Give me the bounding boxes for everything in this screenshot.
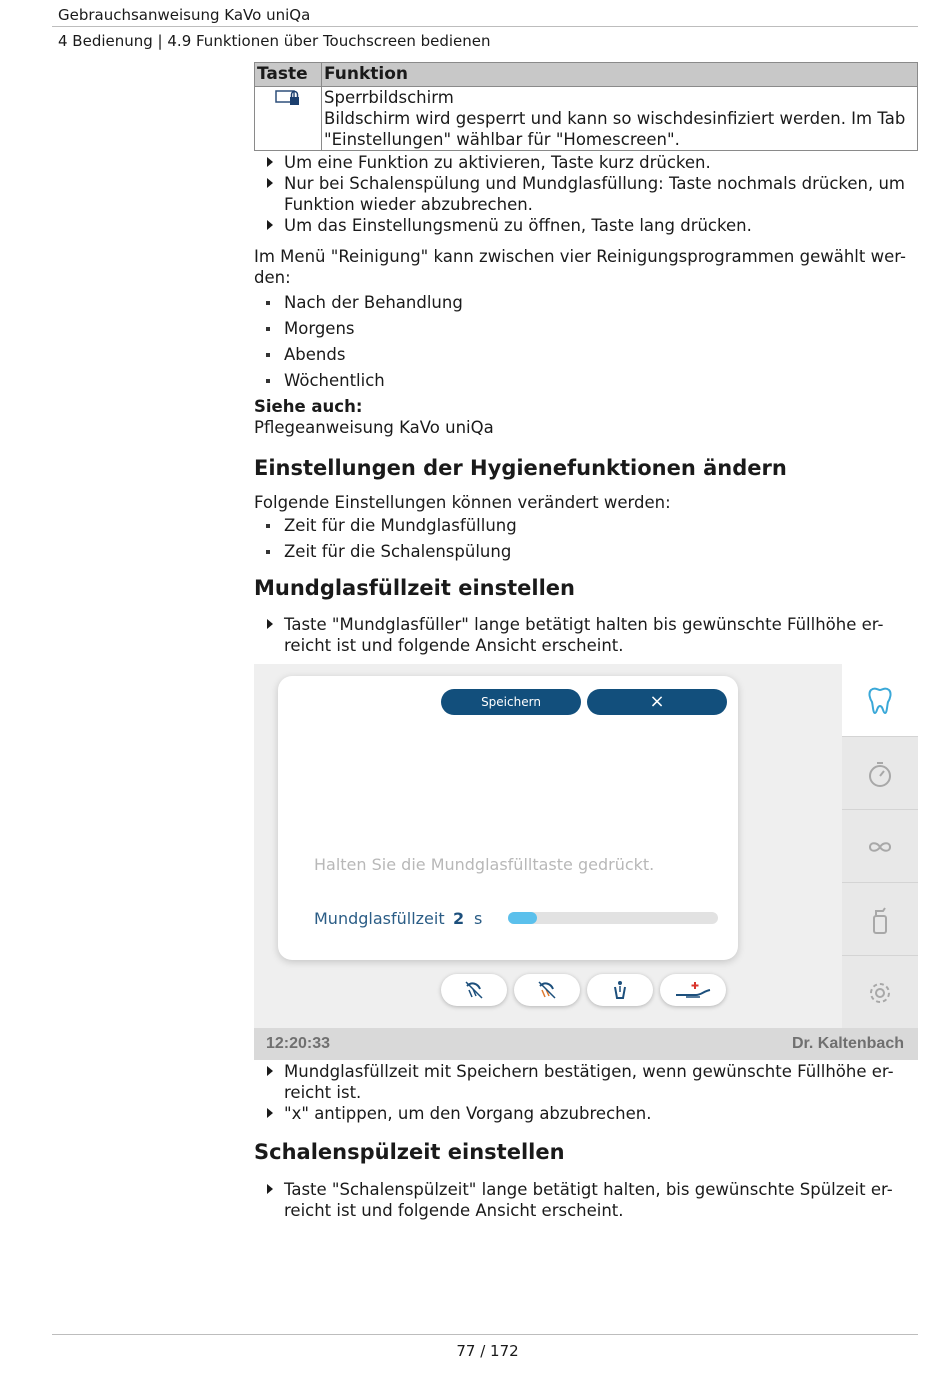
arrow-bullet-icon — [267, 220, 273, 230]
spray-bottle-icon — [866, 905, 894, 935]
fill-time-unit: s — [474, 909, 483, 928]
instruction-list — [254, 614, 918, 656]
touchscreen-screenshot — [254, 664, 918, 1060]
patient-chair-icon — [674, 980, 714, 1000]
footer-divider — [52, 1334, 918, 1335]
list-item: Taste "Mundglasfüller" lange betätigt halten bis gewünschte Füllhöhe er-reicht ist und folgende Ansicht erscheint. — [254, 614, 918, 656]
cup-fill-icon — [610, 980, 630, 1000]
list-item: Zeit für die Mundglasfüllung — [254, 515, 918, 536]
square-bullet-icon — [266, 353, 270, 357]
key-function-table — [254, 62, 918, 151]
arrow-bullet-icon — [267, 619, 273, 629]
section-intro: Folgende Einstellungen können verändert werden: — [254, 493, 671, 512]
patient-chair-button[interactable] — [660, 974, 726, 1006]
shower-rinse-icon — [464, 980, 484, 1000]
header-divider — [52, 26, 918, 27]
close-button[interactable]: × — [587, 689, 727, 715]
hold-hint-text: Halten Sie die Mundglasfülltaste gedrückt. — [314, 855, 655, 874]
section-heading: Schalenspülzeit einstellen — [254, 1140, 565, 1164]
section-heading: Einstellungen der Hygienefunktionen ändern — [254, 456, 787, 480]
cleaning-program-list — [254, 292, 918, 391]
table-header-row — [255, 63, 918, 87]
square-bullet-icon — [266, 524, 270, 528]
settings-list — [254, 515, 918, 562]
list-item: Um das Einstellungsmenü zu öffnen, Taste lang drücken. — [254, 215, 918, 236]
menu-tab-continuous[interactable] — [842, 809, 918, 882]
fill-time-value: 2 — [453, 909, 465, 928]
screen-lock-icon — [274, 87, 302, 107]
list-item: Nach der Behandlung — [254, 292, 918, 313]
arrow-bullet-icon — [267, 1066, 273, 1076]
see-also-reference: Pflegeanweisung KaVo uniQa — [254, 418, 494, 437]
menu-tab-timer[interactable] — [842, 736, 918, 809]
tooth-icon — [866, 686, 894, 716]
save-button[interactable]: Speichern — [441, 689, 581, 715]
instruction-list — [254, 152, 918, 236]
list-item: Um eine Funktion zu aktivieren, Taste kurz drücken. — [254, 152, 918, 173]
fill-time-label: Mundglasfüllzeit — [314, 909, 445, 928]
fill-time-dialog — [278, 676, 738, 960]
see-also-label: Siehe auch: — [254, 397, 363, 416]
arrow-bullet-icon — [267, 1108, 273, 1118]
function-title: Sperrbildschirm — [324, 88, 454, 107]
document-title: Gebrauchsanweisung KaVo uniQa — [58, 6, 311, 24]
side-menu — [842, 664, 918, 1028]
main-content — [254, 62, 918, 1221]
clock-time: 12:20:33 — [266, 1035, 331, 1052]
section-heading: Mundglasfüllzeit einstellen — [254, 576, 575, 600]
instruction-list — [254, 1061, 918, 1124]
list-item: Mundglasfüllzeit mit Speichern bestätigen, wenn gewünschte Füllhöhe er-reicht ist. — [254, 1061, 918, 1103]
menu-tab-settings[interactable] — [842, 955, 918, 1028]
square-bullet-icon — [266, 379, 270, 383]
table-row — [255, 87, 918, 151]
cup-fill-button[interactable] — [587, 974, 653, 1006]
column-header-function: Funktion — [322, 63, 918, 87]
list-item: Morgens — [254, 318, 918, 339]
function-description: Bildschirm wird gesperrt und kann so wischdesinfiziert werden. Im Tab "Einstellungen" wählbar für "Homescreen". — [324, 109, 906, 149]
infinity-icon — [866, 832, 894, 862]
arrow-bullet-icon — [267, 157, 273, 167]
fill-time-progress-bar — [508, 912, 537, 924]
status-bar — [254, 1028, 918, 1060]
shower-rinse-button[interactable] — [441, 974, 507, 1006]
function-cell — [322, 87, 918, 151]
list-item: Taste "Schalenspülzeit" lange betätigt halten, bis gewünschte Spülzeit er-reicht ist und folgende Ansicht erscheint. — [254, 1179, 918, 1221]
column-header-key: Taste — [255, 63, 322, 87]
list-item: Wöchentlich — [254, 370, 918, 391]
user-name: Dr. Kaltenbach — [791, 1035, 904, 1052]
fill-time-progress — [508, 912, 718, 924]
page-number: 77 / 172 — [456, 1342, 519, 1360]
list-item: Nur bei Schalenspülung und Mundglasfüllung: Taste nochmals drücken, um Funktion wieder abzubrechen. — [254, 173, 918, 215]
menu-tab-cleaning[interactable] — [842, 882, 918, 955]
list-item: Zeit für die Schalenspülung — [254, 541, 918, 562]
square-bullet-icon — [266, 327, 270, 331]
shower-rinse-orange-icon — [537, 980, 557, 1000]
instruction-list — [254, 1179, 918, 1221]
square-bullet-icon — [266, 550, 270, 554]
gear-icon — [866, 978, 894, 1008]
arrow-bullet-icon — [267, 1184, 273, 1194]
menu-tab-hygiene[interactable] — [842, 664, 918, 736]
breadcrumb: 4 Bedienung | 4.9 Funktionen über Touchscreen bedienen — [58, 32, 491, 50]
list-item: Abends — [254, 344, 918, 365]
square-bullet-icon — [266, 301, 270, 305]
arrow-bullet-icon — [267, 178, 273, 188]
cleaning-intro: Im Menü "Reinigung" kann zwischen vier Reinigungsprogrammen gewählt wer-den: — [254, 247, 906, 287]
list-item: "x" antippen, um den Vorgang abzubrechen. — [254, 1103, 918, 1124]
key-cell — [255, 87, 322, 151]
stopwatch-icon — [866, 759, 894, 789]
shower-rinse-hot-button[interactable] — [514, 974, 580, 1006]
